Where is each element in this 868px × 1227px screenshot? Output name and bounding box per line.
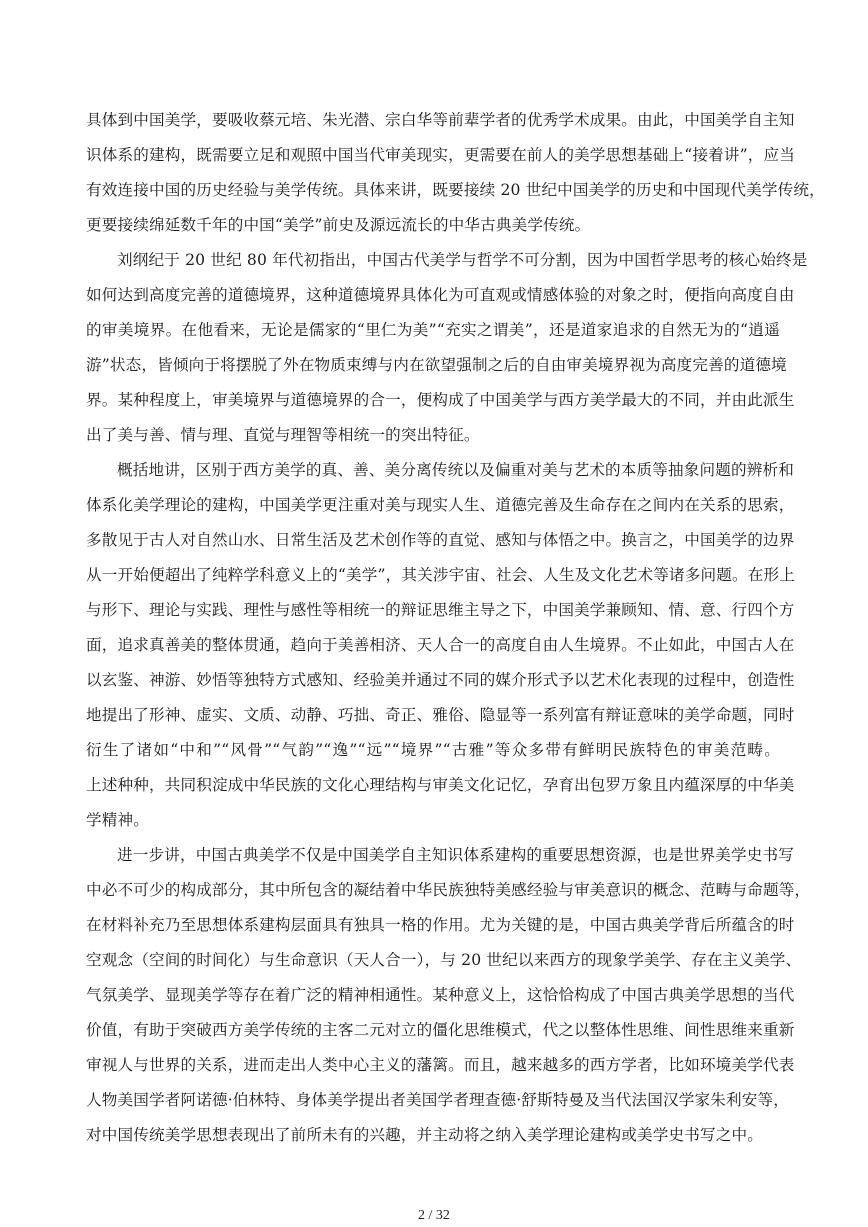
text-line: 游”状态，皆倾向于将摆脱了外在物质束缚与内在欲望强制之后的自由审美境界视为高度完善的道德境 — [86, 356, 787, 374]
text-line: 中必不可少的构成部分，其中所包含的凝结着中华民族独特美感经验与审美意识的概念、范畴与命题等， — [86, 881, 811, 899]
text-line: 对中国传统美学思想表现出了前所未有的兴趣，并主动将之纳入美学理论建构或美学史书写之中。 — [86, 1126, 763, 1144]
text-line: 出了美与善、情与理、直觉与理智等相统一的突出特征。 — [86, 426, 480, 444]
text-line: 以玄鉴、神游、妙悟等独特方式感知、经验美并通过不同的媒介形式予以艺术化表现的过程中，创造性 — [86, 671, 795, 689]
text-line: 从一开始便超出了纯粹学科意义上的“美学”，其关涉宇宙、社会、人生及文化艺术等诸多问题。在形上 — [86, 566, 795, 584]
text-line: 人物美国学者阿诺德·伯林特、身体美学提出者美国学者理查德·舒斯特曼及当代法国汉学家朱利安等， — [86, 1091, 789, 1109]
text-line: 衍生了诸如“中和”“风骨”“气韵”“逸”“远”“境界”“古雅”等众多带有鲜明民族特色的审美范畴。 — [86, 741, 780, 759]
text-line: 地提出了形神、虚实、文质、动静、巧拙、奇正、雅俗、隐显等一系列富有辩证意味的美学命题，同时 — [86, 706, 795, 724]
text-line: 上述种种，共同积淀成中华民族的文化心理结构与审美文化记忆，孕育出包罗万象且内蕴深厚的中华美 — [86, 776, 795, 794]
text-line: 刘纲纪于 20 世纪 80 年代初指出，中国古代美学与哲学不可分割，因为中国哲学思考的核心始终是 — [117, 251, 808, 269]
document-body — [86, 103, 825, 1153]
text-line: 概括地讲，区别于西方美学的真、善、美分离传统以及偏重对美与艺术的本质等抽象问题的辨析和 — [117, 461, 794, 479]
text-line: 气氛美学、显现美学等存在着广泛的精神相通性。某种意义上，这恰恰构成了中国古典美学思想的当代 — [86, 986, 795, 1004]
text-line: 面，追求真善美的整体贯通，趋向于美善相济、天人合一的高度自由人生境界。不止如此，中国古人在 — [86, 636, 795, 654]
text-line: 识体系的建构，既需要立足和观照中国当代审美现实，更需要在前人的美学思想基础上“接着讲”，应当 — [86, 146, 795, 164]
text-line: 的审美境界。在他看来，无论是儒家的“里仁为美”“充实之谓美”，还是道家追求的自然无为的“逍遥 — [86, 321, 780, 339]
text-line: 价值，有助于突破西方美学传统的主客二元对立的僵化思维模式，代之以整体性思维、间性思维来重新 — [86, 1021, 795, 1039]
text-line: 如何达到高度完善的道德境界，这种道德境界具体化为可直观或情感体验的对象之时，便指向高度自由 — [86, 286, 795, 304]
text-line: 界。某种程度上，审美境界与道德境界的合一，便构成了中国美学与西方美学最大的不同，并由此派生 — [86, 391, 795, 409]
page-number: 2 / 32 — [418, 1208, 450, 1223]
text-line: 更要接续绵延数千年的中国“美学”前史及源远流长的中华古典美学传统。 — [86, 216, 591, 234]
text-line: 具体到中国美学，要吸收蔡元培、朱光潜、宗白华等前辈学者的优秀学术成果。由此，中国美学自主知 — [86, 111, 795, 129]
text-line: 在材料补充乃至思想体系建构层面具有独具一格的作用。尤为关键的是，中国古典美学背后所蕴含的时 — [86, 916, 795, 934]
text-line: 体系化美学理论的建构，中国美学更注重对美与现实人生、道德完善及生命存在之间内在关系的思索， — [86, 496, 795, 514]
text-line: 审视人与世界的关系，进而走出人类中心主义的藩篱。而且，越来越多的西方学者，比如环境美学代表 — [86, 1056, 795, 1074]
text-line: 多散见于古人对自然山水、日常生活及艺术创作等的直觉、感知与体悟之中。换言之，中国美学的边界 — [86, 531, 795, 549]
text-line: 学精神。 — [86, 811, 149, 829]
text-line: 进一步讲，中国古典美学不仅是中国美学自主知识体系建构的重要思想资源，也是世界美学史书写 — [117, 846, 794, 864]
text-line: 与形下、理论与实践、理性与感性等相统一的辩证思维主导之下，中国美学兼顾知、情、意、行四个方 — [86, 601, 795, 619]
text-line: 空观念（空间的时间化）与生命意识（天人合一），与 20 世纪以来西方的现象学美学、存在主义美学、 — [86, 951, 802, 969]
text-line: 有效连接中国的历史经验与美学传统。具体来讲，既要接续 20 世纪中国美学的历史和中国现代美学传统， — [86, 181, 825, 199]
